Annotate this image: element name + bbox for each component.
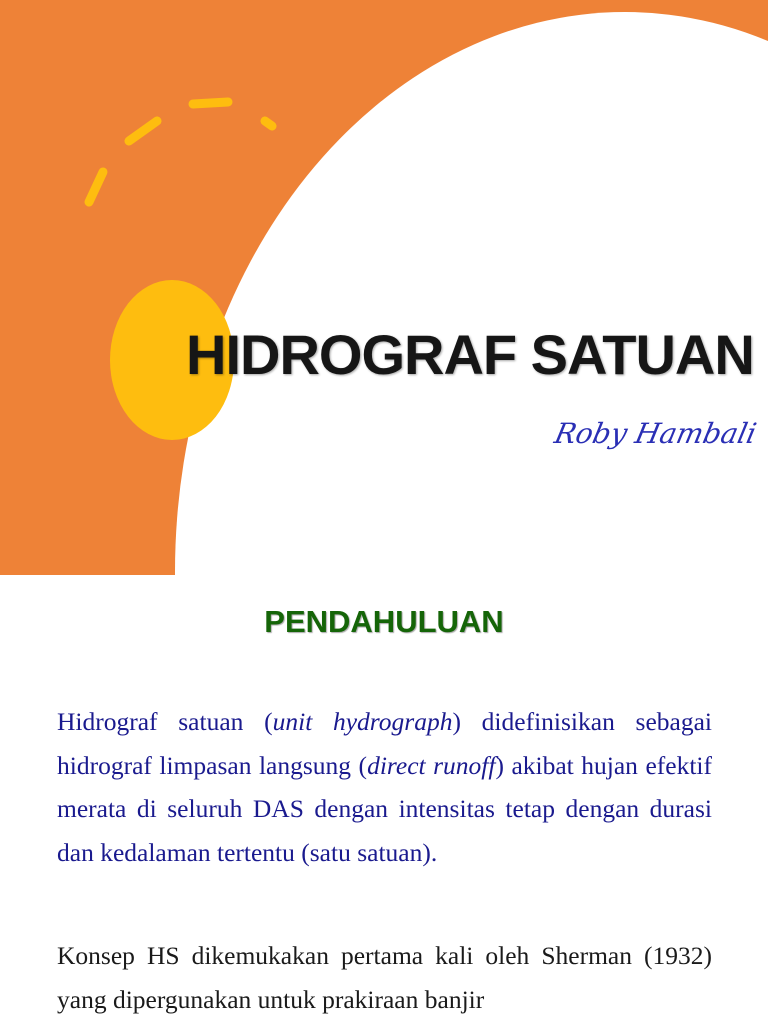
paragraph-text: ) akibat hujan efektif merata di seluruh DAS dengan intensitas tetap dengan durasi dan kedalaman tertentu (satu satuan). bbox=[57, 750, 712, 867]
history-paragraph: Konsep HS dikemukakan pertama kali oleh Sherman (1932) yang dipergunakan untuk prakiraan banjir bbox=[57, 941, 712, 1014]
definition-paragraph bbox=[57, 700, 712, 874]
arc-dash-4 bbox=[265, 121, 272, 126]
term-direct-runoff: direct runoff bbox=[367, 750, 496, 780]
paragraph-text: Hidrograf satuan ( bbox=[57, 707, 273, 736]
arc-dash-3 bbox=[193, 102, 228, 104]
paragraph-text: ) didefinisikan sebagai hidrograf limpasan langsung ( bbox=[57, 707, 712, 780]
section-heading: PENDAHULUAN bbox=[264, 604, 504, 639]
author-signature: Roby Hambali bbox=[551, 417, 760, 450]
arc-dash-2 bbox=[129, 121, 157, 141]
cover-title: HIDROGRAF SATUAN bbox=[186, 323, 754, 386]
arc-dash-1 bbox=[89, 172, 103, 202]
term-unit-hydrograph: unit hydrograph bbox=[272, 707, 453, 736]
